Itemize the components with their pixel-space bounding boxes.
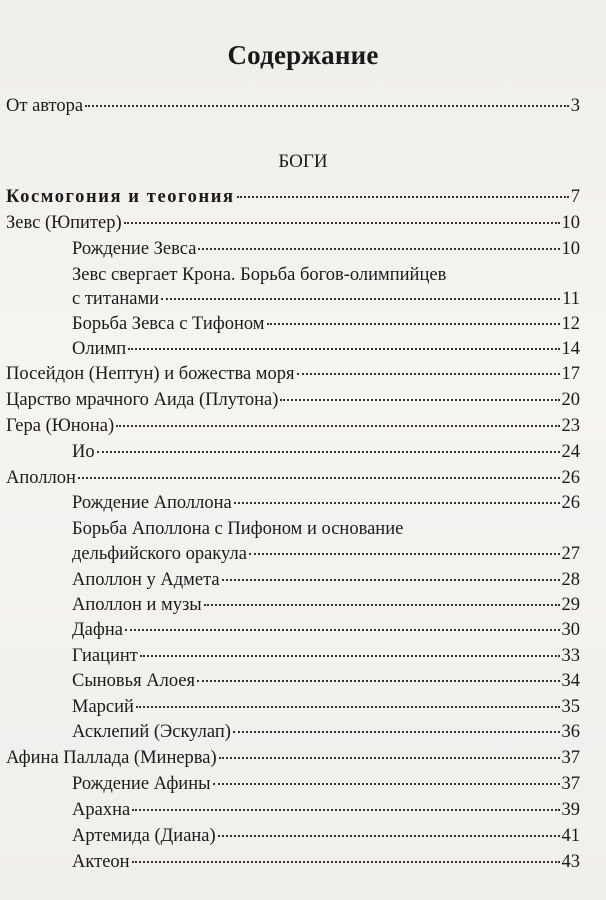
dot-leader (197, 680, 559, 682)
dot-leader (132, 861, 560, 863)
toc-entry-title: Сыновья Алоея (72, 671, 196, 691)
toc-entry-title: Асклепий (Эскулап) (72, 722, 231, 742)
toc-entry-title: Арахна (72, 800, 131, 820)
dot-leader (97, 451, 560, 453)
toc-entry-page: 24 (561, 442, 580, 462)
toc-entry-page: 26 (561, 493, 580, 513)
toc-entry-page: 33 (561, 646, 580, 666)
toc-entry (6, 95, 580, 117)
toc-entry-title: с титанами (72, 289, 160, 309)
toc-entry (72, 721, 580, 743)
dot-leader (85, 105, 569, 107)
toc-entry (72, 670, 580, 692)
toc-entry-page: 34 (561, 671, 580, 691)
toc-entry-title: Космогония и теогония (6, 187, 235, 207)
toc-entry-title: Марсий (72, 697, 134, 717)
toc-entry-page: 37 (561, 774, 580, 794)
toc-entry (72, 569, 580, 591)
toc-entry-page: 10 (561, 213, 580, 233)
toc-entry-title: Рождение Аполлона (72, 493, 232, 513)
dot-leader (233, 731, 560, 733)
toc-entry-title: Аполлон и музы (72, 595, 202, 615)
toc-entry (72, 799, 580, 821)
toc-entry-page: 27 (561, 544, 580, 564)
toc-entry-page: 20 (561, 390, 580, 410)
dot-leader (267, 323, 560, 325)
toc-entry (6, 467, 580, 489)
toc-entry (72, 543, 580, 565)
dot-leader (136, 706, 560, 708)
toc-entry-title: Царство мрачного Аида (Плутона) (6, 390, 279, 410)
dot-leader (116, 425, 559, 427)
toc-entry-page: 28 (561, 570, 580, 590)
dot-leader (219, 757, 560, 759)
toc-entry-page: 14 (561, 339, 580, 359)
toc-entry-title: дельфийского оракула (72, 544, 247, 564)
dot-leader (218, 835, 560, 837)
toc-entry-title: Афина Паллада (Минерва) (6, 748, 217, 768)
toc-entry-title: Аполлон (6, 468, 76, 488)
toc-entry-title: Зевс свергает Крона. Борьба богов-олимпийцев (72, 265, 447, 285)
toc-entry-page: 12 (561, 314, 580, 334)
toc-entry-title: Гера (Юнона) (6, 416, 115, 436)
dot-leader (78, 477, 560, 479)
dot-leader (249, 553, 560, 555)
toc-entry-page: 39 (561, 800, 580, 820)
toc-entry-page: 36 (561, 722, 580, 742)
toc-entry (72, 288, 580, 310)
toc-entry (72, 619, 580, 641)
dot-leader (234, 502, 560, 504)
toc-entry-title: Борьба Зевса с Тифоном (72, 314, 265, 334)
toc-entry-page: 3 (570, 96, 580, 116)
toc-entry-page: 41 (561, 826, 580, 846)
toc-entry (72, 238, 580, 260)
toc-entry (72, 338, 580, 360)
toc-entry-title: Дафна (72, 620, 123, 640)
page-title: Содержание (227, 40, 379, 70)
toc-entry-title: Ио (72, 442, 95, 462)
dot-leader (161, 298, 560, 300)
toc-entry-page: 30 (561, 620, 580, 640)
dot-leader (204, 604, 560, 606)
dot-leader (297, 373, 560, 375)
toc-entry-page: 17 (561, 364, 580, 384)
toc-entry (72, 851, 580, 873)
toc-entry (72, 441, 580, 463)
toc-entry-title: Посейдон (Нептун) и божества моря (6, 364, 295, 384)
dot-leader (237, 196, 569, 198)
toc-entry (72, 313, 580, 335)
toc-entry-page: 11 (562, 289, 580, 309)
toc-entry (72, 773, 580, 795)
toc-entry-page: 26 (561, 468, 580, 488)
toc-entry-title: Рождение Зевса (72, 239, 197, 259)
dot-leader (125, 629, 560, 631)
dot-leader (213, 783, 560, 785)
dot-leader (198, 248, 559, 250)
toc-entry-page: 43 (561, 852, 580, 872)
toc-entry-page: 29 (561, 595, 580, 615)
dot-leader (140, 655, 560, 657)
toc-entry-title: Рождение Афины (72, 774, 211, 794)
toc-entry-title: Борьба Аполлона с Пифоном и основание (72, 519, 404, 539)
section-heading: БОГИ (278, 151, 328, 172)
toc-entry-title: Аполлон у Адмета (72, 570, 220, 590)
dot-leader (280, 399, 559, 401)
toc-entry (6, 747, 580, 769)
dot-leader (124, 222, 560, 224)
toc-entry (72, 696, 580, 718)
toc-entry (72, 645, 580, 667)
dot-leader (128, 348, 559, 350)
toc-entry (72, 492, 580, 514)
toc-entry-title: Актеон (72, 852, 130, 872)
dot-leader (222, 579, 560, 581)
toc-entry-title: Олимп (72, 339, 127, 359)
toc-entry (72, 825, 580, 847)
toc-entry-page: 10 (561, 239, 580, 259)
toc-entry (6, 415, 580, 437)
toc-entry-title: Артемида (Диана) (72, 826, 216, 846)
toc-entry (6, 186, 580, 208)
toc-entry-title: Зевс (Юпитер) (6, 213, 122, 233)
toc-entry (72, 594, 580, 616)
toc-entry-title: Гиацинт (72, 646, 138, 666)
toc-entry (6, 212, 580, 234)
toc-entry (6, 363, 580, 385)
toc-entry-title: От автора (6, 96, 84, 116)
toc-entry (6, 389, 580, 411)
dot-leader (132, 809, 559, 811)
toc-entry-page: 7 (570, 187, 580, 207)
toc-entry-page: 23 (561, 416, 580, 436)
toc-entry-page: 37 (561, 748, 580, 768)
toc-entry-page: 35 (561, 697, 580, 717)
